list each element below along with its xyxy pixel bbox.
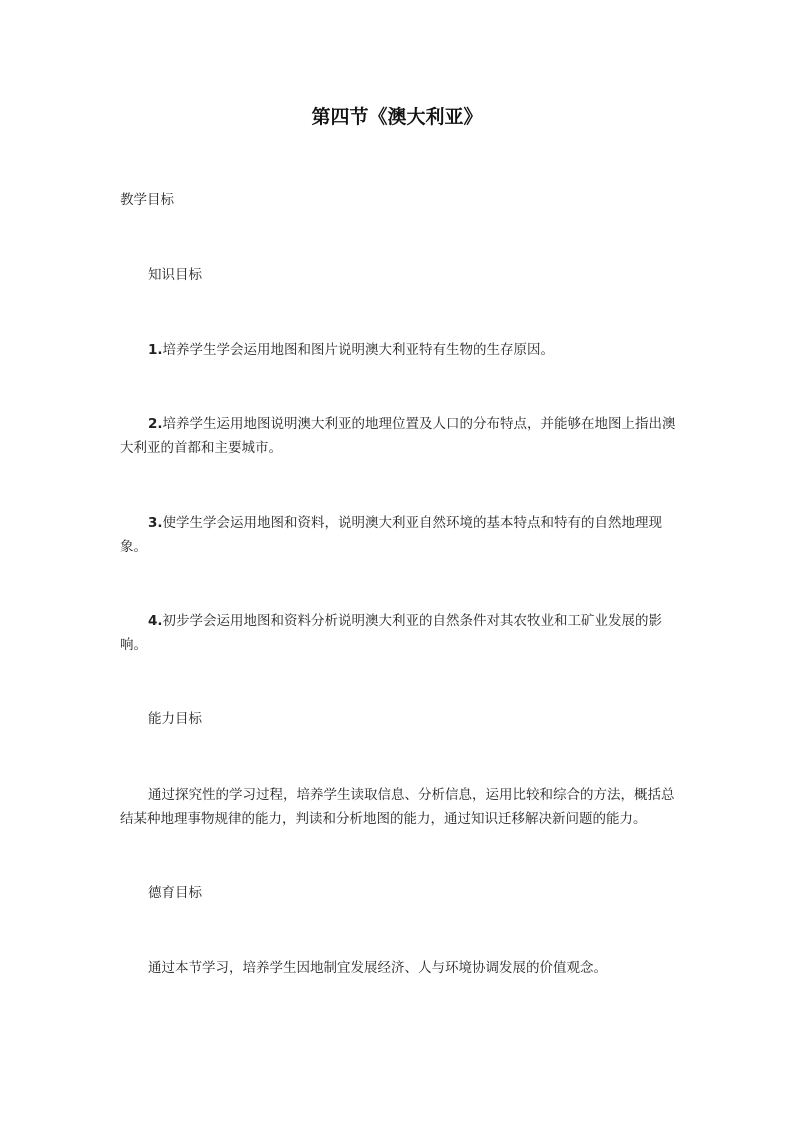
moral-heading: 德育目标 xyxy=(148,885,202,901)
ability-heading: 能力目标 xyxy=(148,711,202,727)
page-title: 第四节《澳大利亚》 xyxy=(311,106,483,128)
item-text: 培养学生运用地图说明澳大利亚的地理位置及人口的分布特点，并能够在地图上指出澳大利亚的首都和主要城市。 xyxy=(120,416,676,456)
item-number: 4. xyxy=(148,613,163,629)
knowledge-item-2 xyxy=(120,412,678,460)
item-number: 3. xyxy=(148,515,163,531)
item-text: 培养学生学会运用地图和图片说明澳大利亚特有生物的生存原因。 xyxy=(162,342,555,358)
knowledge-item-4 xyxy=(120,609,678,657)
ability-text: 通过探究性的学习过程，培养学生读取信息、分析信息，运用比较和综合的方法，概括总结某种地理事物规律的能力，判读和分析地图的能力，通过知识迁移解决新问题的能力。 xyxy=(120,787,675,827)
knowledge-item-3 xyxy=(120,511,678,559)
knowledge-heading: 知识目标 xyxy=(148,267,202,283)
moral-text: 通过本节学习，培养学生因地制宜发展经济、人与环境协调发展的价值观念。 xyxy=(148,960,607,976)
item-text: 初步学会运用地图和资料分析说明澳大利亚的自然条件对其农牧业和工矿业发展的影响。 xyxy=(120,613,663,653)
item-number: 2. xyxy=(148,416,163,432)
section-heading: 教学目标 xyxy=(120,192,174,208)
item-number: 1. xyxy=(148,342,163,358)
item-text: 使学生学会运用地图和资料，说明澳大利亚自然环境的基本特点和特有的自然地理现象。 xyxy=(120,515,663,555)
knowledge-item-1 xyxy=(120,338,678,362)
